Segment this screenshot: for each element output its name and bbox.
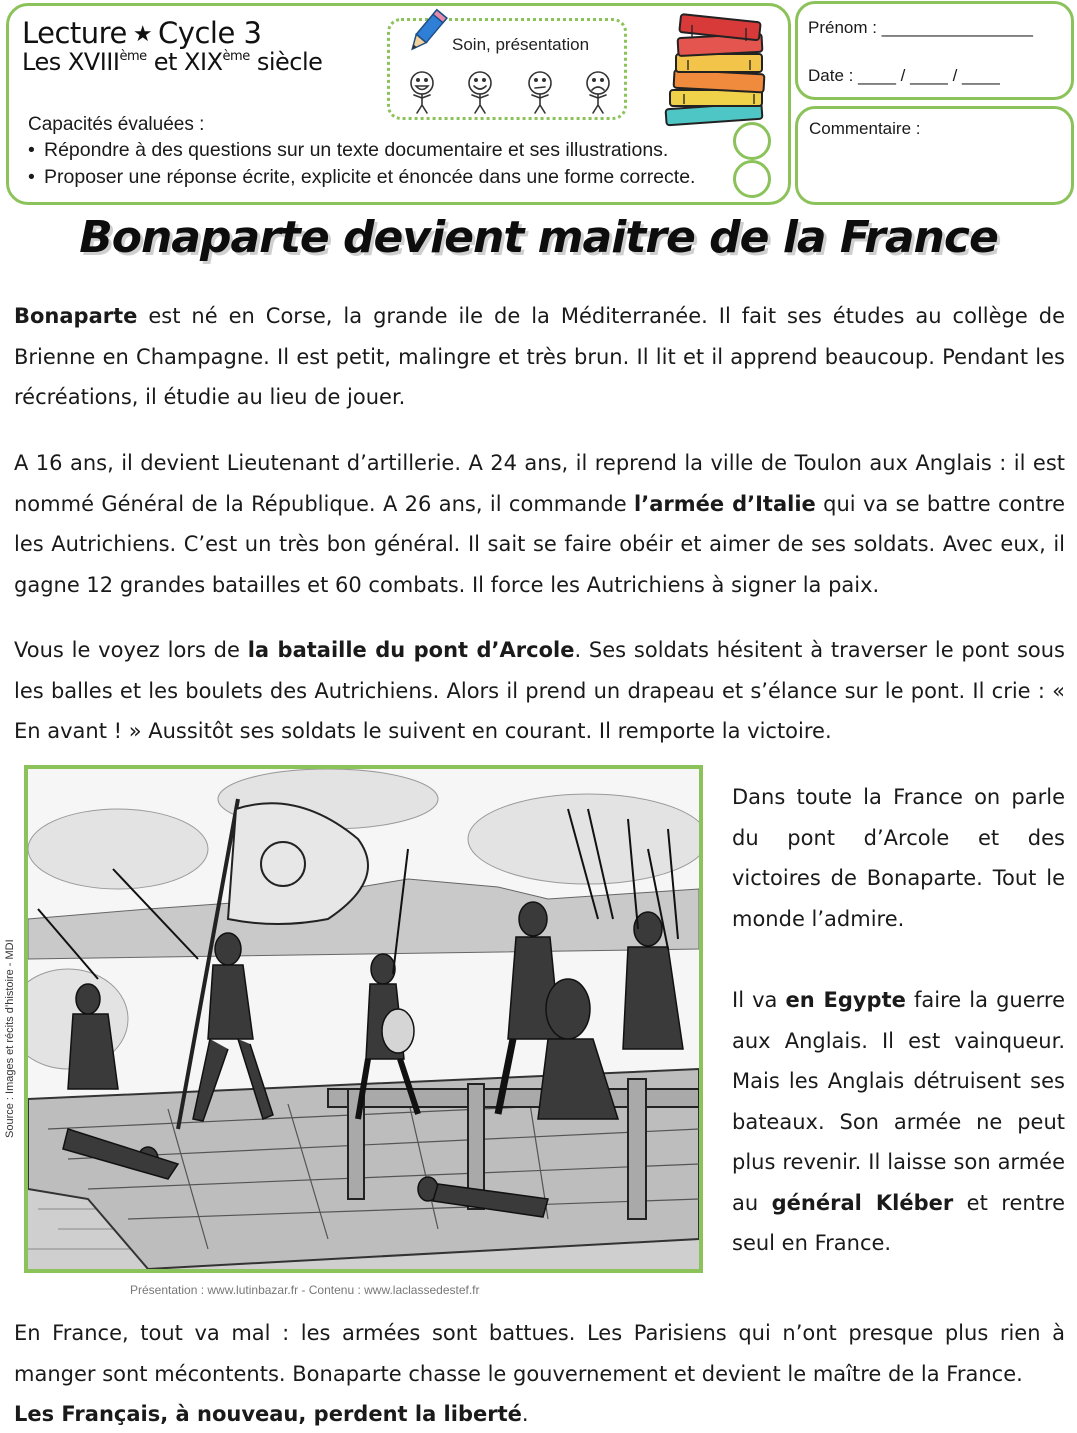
pencil-icon — [400, 6, 452, 58]
paragraph-5: Les Français, à nouveau, perdent la liberté. — [14, 1402, 529, 1426]
evaluation-circle[interactable] — [733, 122, 771, 160]
title-cycle: Cycle 3 — [158, 16, 262, 50]
evaluation-circle[interactable] — [733, 160, 771, 198]
capacite-item: • Proposer une réponse écrite, explicite et énoncée dans une forme correcte. — [28, 166, 696, 188]
capacites-title: Capacités évaluées : — [28, 114, 205, 135]
paragraph-3: Vous le voyez lors de la bataille du pont d’Arcole. Ses soldats hésitent à traverser le pont sous les balles et les boulets des Autrichiens. Alors il prend un drapeau et s’élance sur le pont. Il crie : « En avant ! » Aussitôt ses soldats le suivent en courant. Il remporte la victoire. — [14, 638, 1065, 743]
page-title: Bonaparte devient maitre de la France — [79, 212, 998, 263]
books-icon — [658, 8, 776, 130]
commentaire-label: Commentaire : — [809, 119, 921, 138]
smiley-faces-icon — [400, 65, 620, 115]
paragraph-4: En France, tout va mal : les armées sont battues. Les Parisiens qui n’ont presque plus rien à manger sont mécontents. Bonaparte chasse le gouvernement et devient le maître de la France. — [14, 1321, 1065, 1386]
arcole-bridge-illustration — [24, 765, 703, 1273]
date-field[interactable]: Date : ____ / ____ / ____ — [808, 66, 1000, 85]
prenom-field[interactable]: Prénom : ________________ — [808, 18, 1033, 37]
soin-label: Soin, présentation — [452, 35, 590, 54]
star-icon: ★ — [132, 22, 153, 47]
credits-caption: Présentation : www.lutinbazar.fr - Contenu : www.laclassedestef.fr — [130, 1283, 480, 1297]
battle-drawing — [28, 769, 699, 1269]
worksheet-subtitle: Les XVIIIème et XIXème siècle — [22, 48, 323, 76]
side-paragraph-2: Il va en Egypte faire la guerre aux Anglais. Il est vainqueur. Mais les Anglais détruisent ses bateaux. Son armée ne peut plus revenir. Il laisse son armée au général Kléber et rentre seul en France. — [732, 988, 1066, 1255]
paragraph-1: Bonaparte est né en Corse, la grande ile de la Méditerranée. Il fait ses études au collège de Brienne en Champagne. Il est petit, malingre et très brun. Il lit et il apprend beaucoup. Pendant les récréations, il étudie au lieu de jouer. — [14, 304, 1065, 409]
image-source-caption: Source : Images et récits d’histoire - MDI — [4, 939, 16, 1138]
worksheet-title — [22, 16, 261, 50]
side-paragraph-1: Dans toute la France on parle du pont d’Arcole et des victoires de Bonaparte. Tout le monde l’admire. — [732, 785, 1065, 931]
paragraph-2: A 16 ans, il devient Lieutenant d’artillerie. A 24 ans, il reprend la ville de Toulon aux Anglais : il est nommé Général de la République. A 26 ans, il commande l’armée d’Italie qui va se battre contre les Autrichiens. C’est un très bon général. Il sait se faire obéir et aimer de ses soldats. Avec eux, il gagne 12 grandes batailles et 60 combats. Il force les Autrichiens à signer la paix. — [14, 451, 1066, 597]
title-lecture: Lecture — [22, 16, 127, 50]
capacite-item: • Répondre à des questions sur un texte documentaire et ses illustrations. — [28, 139, 669, 161]
